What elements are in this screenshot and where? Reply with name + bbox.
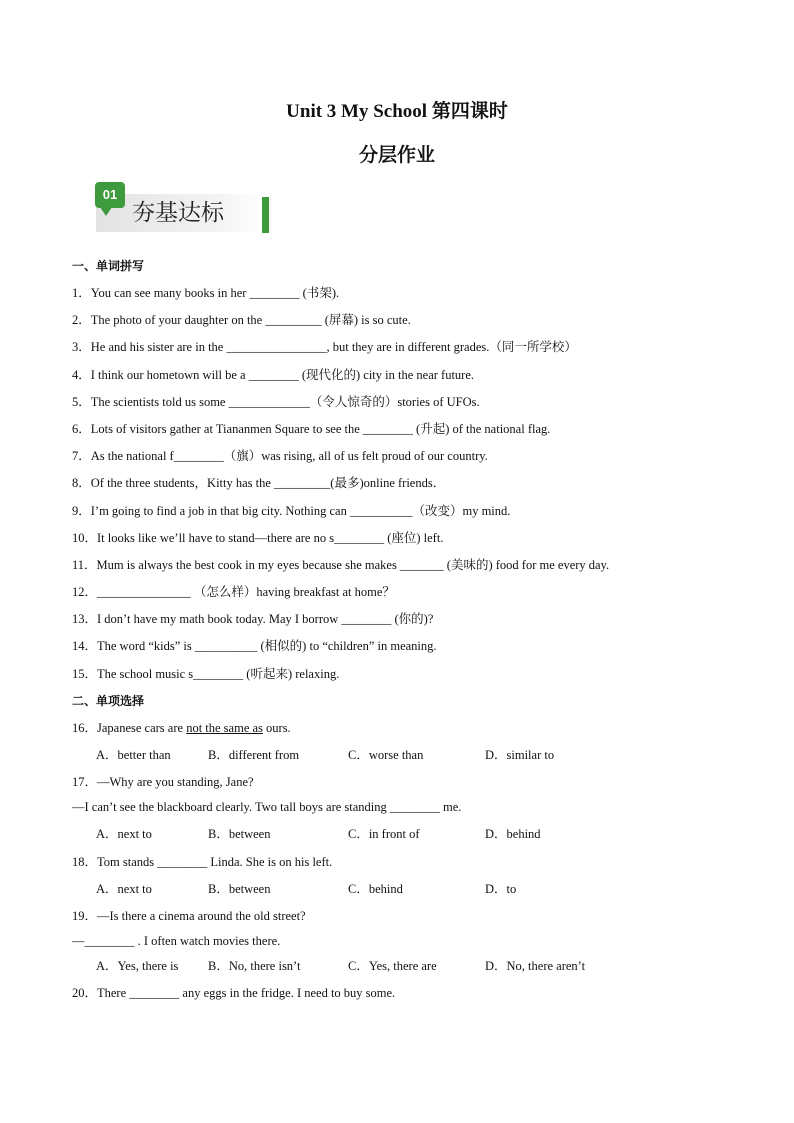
question-14: 14．The word “kids” is __________ (相似的) to “children” in meaning.: [72, 639, 437, 654]
question-6: 6．Lots of visitors gather at Tiananmen Square to see the ________ (升起) of the national flag.: [72, 421, 551, 436]
question-text: ours.: [262, 720, 291, 735]
option-d: D．behind: [485, 827, 541, 842]
question-11: 11．Mum is always the best cook in my eyes because she makes _______ (美味的) food for me every day.: [72, 557, 610, 572]
options-16: [72, 745, 722, 772]
page-title: Unit 3 My School 第四课时: [286, 101, 508, 122]
option-d: D．similar to: [485, 748, 555, 762]
question-19-line2: —________ . I often watch movies there.: [72, 933, 281, 948]
question-19-line1: 19．—Is there a cinema around the old street?: [72, 908, 306, 923]
question-17-line2: —I can’t see the blackboard clearly. Two tall boys are standing ________ me.: [72, 800, 462, 815]
option-a: A．next to: [96, 881, 152, 896]
question-10: 10．It looks like we’ll have to stand—there are no s________ (座位) left.: [72, 530, 444, 545]
question-17-line1: 17．—Why are you standing, Jane?: [72, 775, 254, 790]
section-badge: [86, 180, 272, 234]
badge-accent-bar: [262, 197, 269, 233]
page-subtitle: 分层作业: [358, 145, 435, 166]
option-c: C．Yes, there are: [348, 958, 437, 973]
question-1: 1．You can see many books in her ________ (书架).: [72, 286, 340, 300]
question-12: 12．_______________ （怎么样）having breakfast at home？: [72, 585, 395, 600]
question-20: 20．There ________ any eggs in the fridge. I need to buy some.: [72, 986, 396, 1001]
question-2: 2．The photo of your daughter on the _________ (屏幕) is so cute.: [72, 313, 411, 328]
option-d: D．to: [485, 881, 517, 896]
option-d: D．No, there aren’t: [485, 958, 586, 973]
spelling-questions: [72, 283, 722, 691]
option-b: B．between: [208, 881, 271, 896]
option-a: A．next to: [96, 827, 152, 842]
speech-bubble-icon: 01: [95, 182, 125, 208]
question-5: 5．The scientists told us some _____________（令人惊奇的）stories of UFOs.: [72, 394, 480, 409]
question-text: 16．Japanese cars are: [72, 720, 187, 735]
option-a: A．better than: [96, 748, 171, 762]
option-c: C．in front of: [348, 827, 420, 842]
question-7: 7．As the national f________（旗）was rising, all of us felt proud of our country.: [72, 449, 488, 464]
worksheet-content: [72, 256, 722, 1010]
option-b: B．No, there isn’t: [208, 958, 301, 973]
badge-label: 夯基达标: [132, 200, 224, 226]
underlined-phrase: not the same as: [186, 720, 263, 735]
section-heading-choice: 二、单项选择: [72, 693, 145, 708]
question-8: 8．Of the three students，Kitty has the _________(最多)online friends．: [72, 476, 446, 491]
section-heading-spelling: 一、单词拼写: [72, 259, 145, 273]
options-17: [72, 824, 722, 851]
question-16: [72, 718, 722, 745]
question-15: 15．The school music s________ (听起来) relaxing.: [72, 666, 340, 681]
option-c: C．behind: [348, 881, 403, 896]
options-18: [72, 879, 722, 906]
question-3: 3．He and his sister are in the ________________, but they are in different grades.（同一所学校）: [72, 340, 577, 355]
question-9: 9．I’m going to find a job in that big city. Nothing can __________（改变）my mind.: [72, 503, 511, 518]
question-13: 13．I don’t have my math book today. May I borrow ________ (你的)?: [72, 612, 434, 627]
option-b: B．between: [208, 827, 271, 842]
options-19: [72, 956, 722, 983]
question-4: 4．I think our hometown will be a ________ (现代化的) city in the near future.: [72, 367, 475, 382]
speech-bubble-tail: [100, 207, 112, 216]
option-b: B．different from: [208, 748, 300, 762]
option-a: A．Yes, there is: [96, 958, 179, 973]
question-18: 18．Tom stands ________ Linda. She is on his left.: [72, 854, 333, 869]
option-c: C．worse than: [348, 748, 424, 762]
